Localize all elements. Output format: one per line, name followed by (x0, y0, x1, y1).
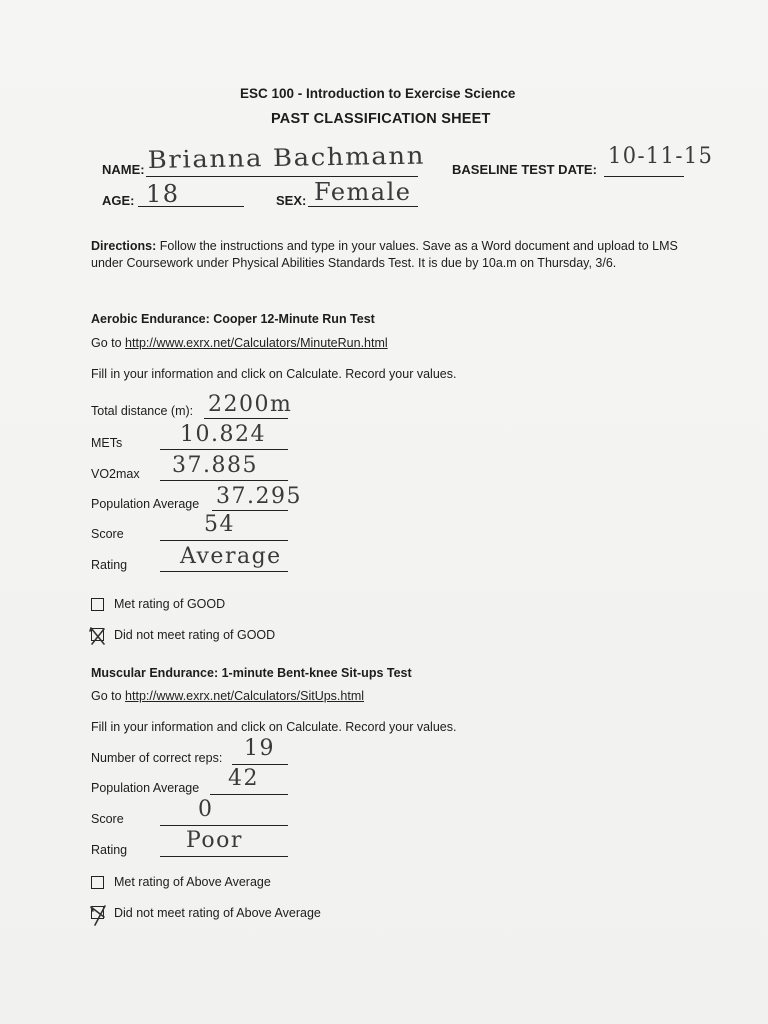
distance-underline (204, 418, 288, 419)
aerobic-rating-label: Rating (91, 558, 128, 572)
vo2max-underline (160, 480, 288, 481)
vo2max-field[interactable]: 37.885 (172, 453, 258, 478)
aerobic-pop-avg-field[interactable]: 37.295 (216, 484, 302, 509)
muscular-heading: Muscular Endurance: 1-minute Bent-knee Sit-ups Test (91, 666, 412, 680)
aerobic-score-field[interactable]: 54 (204, 512, 235, 537)
aerobic-heading: Aerobic Endurance: Cooper 12-Minute Run Test (91, 312, 375, 326)
sheet-title: PAST CLASSIFICATION SHEET (271, 111, 491, 127)
muscular-calculator-link[interactable]: http://www.exrx.net/Calculators/SitUps.html (125, 689, 365, 703)
mets-label: METs (91, 436, 123, 450)
muscular-rating-field[interactable]: Poor (186, 828, 243, 853)
checkmark-x-icon (89, 625, 109, 647)
sex-underline (308, 206, 418, 207)
reps-field[interactable]: 19 (244, 736, 275, 761)
aerobic-rating-underline (160, 571, 288, 572)
aerobic-not-met-good-checkbox[interactable] (91, 628, 104, 641)
aerobic-calculator-link[interactable]: http://www.exrx.net/Calculators/MinuteRun.html (125, 336, 388, 350)
distance-field[interactable]: 2200m (208, 392, 293, 417)
aerobic-goto-line (91, 336, 388, 350)
directions-block (91, 238, 691, 272)
baseline-date-underline (604, 176, 684, 177)
muscular-goto-line (91, 689, 364, 703)
muscular-not-met-above-avg-checkbox[interactable] (91, 906, 104, 919)
aerobic-goto-label: Go to (91, 336, 126, 350)
muscular-instruction: Fill in your information and click on Calculate. Record your values. (91, 720, 457, 734)
muscular-pop-avg-underline (210, 794, 288, 795)
directions-label: Directions: (91, 239, 157, 253)
muscular-rating-label: Rating (91, 843, 128, 857)
vo2max-label: VO2max (91, 467, 140, 481)
baseline-date-label: BASELINE TEST DATE: (452, 162, 597, 177)
baseline-date-field[interactable]: 10-11-15 (608, 144, 714, 169)
muscular-met-above-avg-checkbox[interactable] (91, 876, 104, 889)
reps-underline (232, 764, 288, 765)
muscular-score-underline (160, 825, 288, 826)
muscular-pop-avg-field[interactable]: 42 (228, 766, 259, 791)
muscular-rating-underline (160, 856, 288, 857)
aerobic-score-label: Score (91, 527, 124, 541)
aerobic-met-good-checkbox[interactable] (91, 598, 104, 611)
age-field[interactable]: 18 (146, 180, 180, 208)
aerobic-pop-avg-label: Population Average (91, 497, 200, 511)
mets-underline (160, 449, 288, 450)
sex-field[interactable]: Female (314, 178, 412, 206)
muscular-met-above-avg-label: Met rating of Above Average (114, 875, 271, 889)
reps-label: Number of correct reps: (91, 751, 223, 765)
muscular-score-field[interactable]: 0 (198, 797, 214, 822)
name-label: NAME: (102, 162, 145, 177)
checkmark-x-icon (89, 903, 109, 927)
distance-label: Total distance (m): (91, 404, 194, 418)
muscular-not-met-above-avg-label: Did not meet rating of Above Average (114, 906, 321, 920)
name-underline (146, 176, 418, 177)
aerobic-rating-field[interactable]: Average (180, 544, 282, 569)
aerobic-instruction: Fill in your information and click on Calculate. Record your values. (91, 367, 457, 381)
age-label: AGE: (102, 193, 135, 208)
muscular-score-label: Score (91, 812, 124, 826)
aerobic-met-good-label: Met rating of GOOD (114, 597, 226, 611)
sex-label: SEX: (276, 193, 307, 208)
name-field[interactable]: Brianna Bachmann (147, 141, 426, 174)
aerobic-not-met-good-label: Did not meet rating of GOOD (114, 628, 276, 642)
course-title: ESC 100 - Introduction to Exercise Science (240, 86, 516, 101)
directions-text: Follow the instructions and type in your values. Save as a Word document and upload to LMS under Coursework under Physical Abilities Standards Test. It is due by 10a.m on Thursday, 3/6. (91, 239, 678, 270)
mets-field[interactable]: 10.824 (180, 422, 266, 447)
aerobic-pop-avg-underline (212, 510, 288, 511)
muscular-goto-label: Go to (91, 689, 126, 703)
muscular-pop-avg-label: Population Average (91, 781, 200, 795)
aerobic-score-underline (160, 540, 288, 541)
